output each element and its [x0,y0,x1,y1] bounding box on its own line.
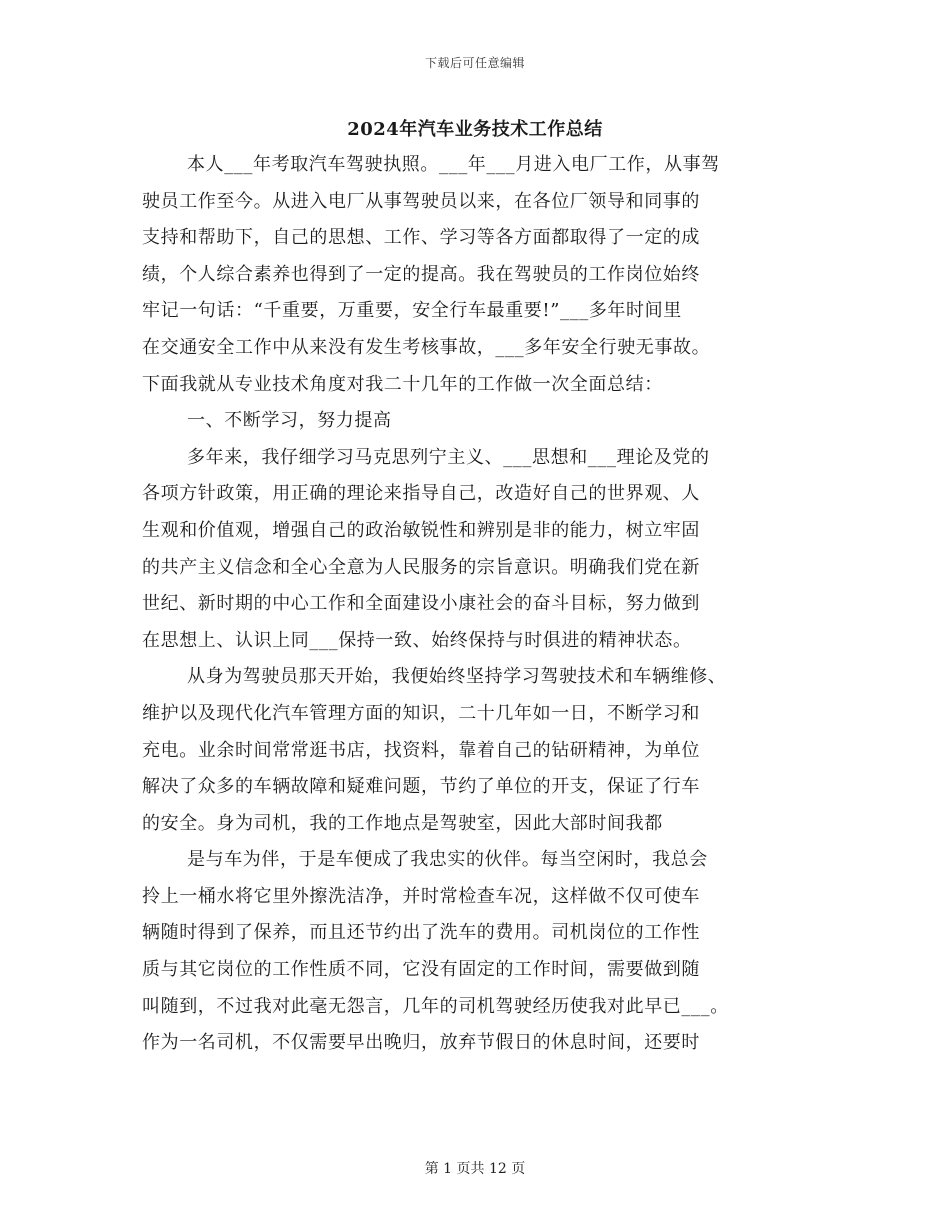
body-line: 本人___年考取汽车驾驶执照。___年___月进入电厂工作，从事驾 [187,154,720,175]
document-title: 2024年汽车业务技术工作总结 [347,119,603,140]
body-line: 一、不断学习，努力提高 [187,410,392,432]
body-line: 质与其它岗位的工作性质不同，它没有固定的工作时间，需要做到随 [142,959,700,981]
body-line: 下面我就从专业技术角度对我二十几年的工作做一次全面总结： [142,373,663,395]
body-line: 维护以及现代化汽车管理方面的知识，二十几年如一日，不断学习和 [142,702,700,724]
body-line: 充电。业余时间常常逛书店，找资料，靠着自己的钻研精神，为单位 [142,739,700,761]
page-footer: 第 1 页共 12 页 [424,1161,526,1177]
body-line: 的共产主义信念和全心全意为人民服务的宗旨意识。明确我们党在新 [142,556,700,578]
body-line: 支持和帮助下，自己的思想、工作、学习等各方面都取得了一定的成 [142,227,700,249]
body-line: 多年来，我仔细学习马克思列宁主义、___思想和___理论及党的 [187,446,710,468]
body-line: 拎上一桶水将它里外擦洗洁净，并时常检查车况，这样做不仅可使车 [142,885,700,907]
body-line: 牢记一句话：“千重要，万重要，安全行车最重要!”___多年时间里 [142,300,682,322]
body-line: 是与车为伴，于是车便成了我忠实的伙伴。每当空闲时，我总会 [187,849,708,871]
body-line: 的安全。身为司机，我的工作地点是驾驶室，因此大部时间我都 [142,812,663,834]
body-line: 叫随到，不过我对此毫无怨言，几年的司机驾驶经历使我对此早已___。 [142,995,729,1017]
body-line: 驶员工作至今。从进入电厂从事驾驶员以来，在各位厂领导和同事的 [142,190,700,212]
body-line: 世纪、新时期的中心工作和全面建设小康社会的奋斗目标，努力做到 [142,593,700,615]
body-line: 各项方针政策，用正确的理论来指导自己，改造好自己的世界观、人 [142,483,700,505]
body-line: 生观和价值观，增强自己的政治敏锐性和辨别是非的能力，树立牢固 [142,519,700,541]
document-body [142,147,822,1062]
body-line: 绩，个人综合素养也得到了一定的提高。我在驾驶员的工作岗位始终 [142,263,700,285]
body-line: 解决了众多的车辆故障和疑难问题，节约了单位的开支，保证了行车 [142,776,700,798]
page-header: 下载后可任意编辑 [424,56,525,70]
body-line: 在思想上、认识上同___保持一致、始终保持与时俱进的精神状态。 [142,629,692,651]
body-line: 作为一名司机，不仅需要早出晚归，放弃节假日的休息时间，还要时 [142,1032,700,1054]
body-line: 在交通安全工作中从来没有发生考核事故，___多年安全行驶无事故。 [142,336,711,358]
body-line: 从身为驾驶员那天开始，我便始终坚持学习驾驶技术和车辆维修、 [187,666,727,688]
body-line: 辆随时得到了保养，而且还节约出了洗车的费用。司机岗位的工作性 [142,922,700,944]
